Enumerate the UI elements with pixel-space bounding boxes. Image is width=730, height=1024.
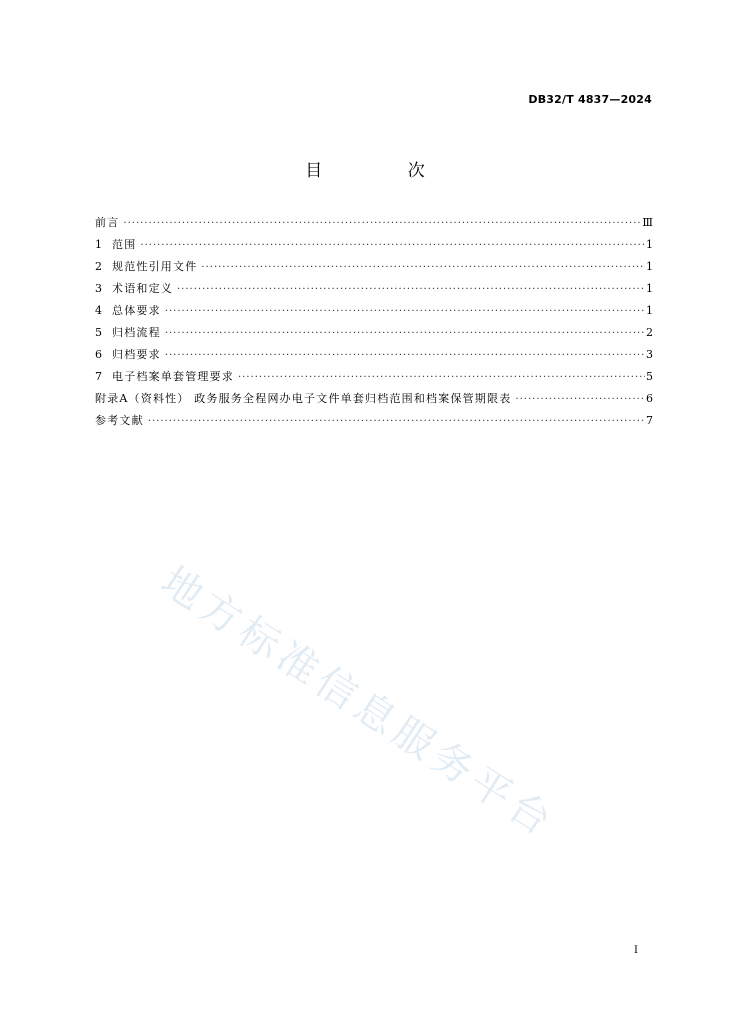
- toc-entry-label: 附录A（资料性） 政务服务全程网办电子文件单套归档范围和档案保管期限表: [95, 392, 512, 405]
- toc-entry-label: 规范性引用文件: [112, 260, 198, 273]
- toc-leader-dots: [140, 235, 645, 257]
- toc-leader-dots: [201, 257, 645, 279]
- toc-entry-page: 2: [646, 326, 653, 339]
- toc-entry-label: 归档流程: [112, 326, 161, 339]
- toc-entry-label: 参考文献: [95, 414, 144, 427]
- toc-leader-dots: [177, 279, 645, 301]
- toc-entry-number: 2: [95, 260, 102, 273]
- toc-entry-bibliography[interactable]: [95, 410, 653, 432]
- toc-leader-dots: [165, 323, 645, 345]
- toc-entry-page: 5: [646, 370, 653, 383]
- toc-entry-appendix-a[interactable]: [95, 388, 653, 410]
- toc-leader-dots: [123, 213, 641, 235]
- toc-entry-number: 6: [95, 348, 102, 361]
- toc-entry-page: 1: [646, 260, 653, 273]
- toc-entry-label: 归档要求: [112, 348, 161, 361]
- toc-entry-single-set-management[interactable]: [95, 366, 653, 388]
- toc-entry-page: 3: [646, 348, 653, 361]
- toc-leader-dots: [515, 389, 645, 411]
- toc-leader-dots: [165, 301, 645, 323]
- toc-entry-label: 术语和定义: [112, 282, 173, 295]
- toc-entry-number: 3: [95, 282, 102, 295]
- toc-entry-page: 1: [646, 304, 653, 317]
- toc-entry-page: Ⅲ: [642, 216, 653, 229]
- toc-entry-foreword[interactable]: [95, 212, 653, 234]
- toc-entry-archiving-requirements[interactable]: [95, 344, 653, 366]
- toc-entry-label: 电子档案单套管理要求: [112, 370, 234, 383]
- toc-entry-page: 7: [646, 414, 653, 427]
- toc-entry-number: 1: [95, 238, 102, 251]
- toc-entry-label: 总体要求: [112, 304, 161, 317]
- toc-entry-label: 范围: [112, 238, 137, 251]
- toc-title: 目 次: [305, 161, 465, 181]
- toc-entry-general-requirements[interactable]: [95, 300, 653, 322]
- toc-entry-page: 1: [646, 282, 653, 295]
- toc-entry-archiving-process[interactable]: [95, 322, 653, 344]
- toc-entry-page: 1: [646, 238, 653, 251]
- watermark-text: 地方标准信息服务平台: [152, 558, 564, 848]
- toc-leader-dots: [238, 367, 645, 389]
- toc-leader-dots: [148, 411, 645, 433]
- toc-entry-page: 6: [646, 392, 653, 405]
- toc-leader-dots: [165, 345, 645, 367]
- table-of-contents: [95, 212, 653, 432]
- toc-entry-number: 4: [95, 304, 102, 317]
- toc-entry-number: 7: [95, 370, 102, 383]
- toc-entry-number: 5: [95, 326, 102, 339]
- page-number: I: [634, 945, 638, 956]
- toc-entry-scope[interactable]: [95, 234, 653, 256]
- toc-entry-label: 前言: [95, 216, 120, 229]
- toc-entry-normative-references[interactable]: [95, 256, 653, 278]
- toc-entry-terms-definitions[interactable]: [95, 278, 653, 300]
- document-code: DB32/T 4837—2024: [528, 93, 652, 106]
